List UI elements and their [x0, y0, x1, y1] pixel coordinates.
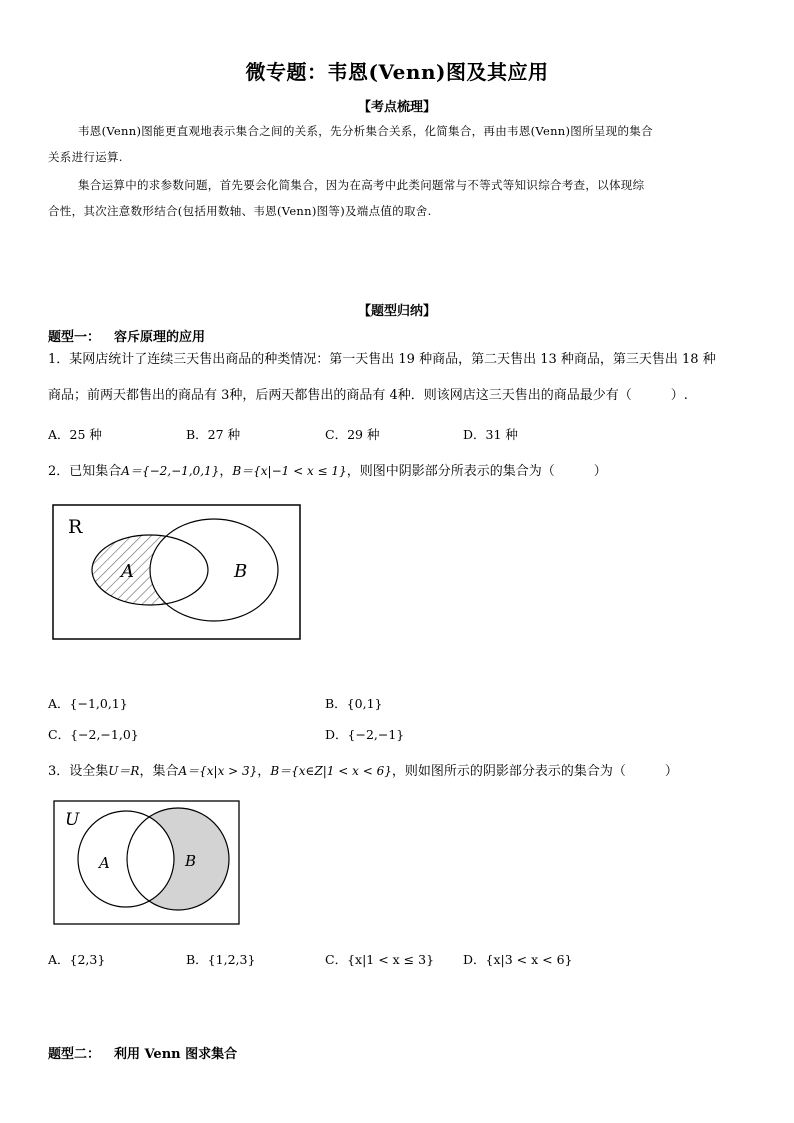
type-1-text: 容斥原理的应用: [114, 330, 206, 345]
q3-set-b: B＝{x∈Z|1 < x < 6}: [270, 764, 392, 778]
q2-option-c: C．{−2,−1,0}: [48, 727, 139, 742]
set-b-label: B: [185, 852, 197, 870]
q3-suffix: ，则如图所示的阴影部分表示的集合为（ ）: [391, 764, 678, 779]
type-1-label: 题型一：: [48, 330, 101, 345]
q2-option-d: D．{−2,−1}: [325, 727, 405, 742]
question-1: [48, 347, 768, 409]
shaded-region: [48, 500, 308, 645]
question-2: [48, 458, 768, 485]
q3-option-b: B．{1,2,3}: [186, 952, 256, 967]
q1-option-d: D．31 种: [463, 427, 518, 442]
q2-option-a: A．{−1,0,1}: [48, 696, 128, 711]
set-a-label: A: [99, 854, 110, 872]
page-title: 微专题：韦恩(Venn)图及其应用: [245, 60, 549, 84]
set-a-label: A: [121, 561, 134, 582]
venn-diagram-q3: [50, 797, 245, 929]
q3-option-c: C．{x|1 < x ≤ 3}: [325, 952, 435, 967]
type-2-heading: [48, 1043, 251, 1062]
q3-sep: ，: [257, 764, 271, 779]
set-b-label: B: [234, 561, 248, 582]
q2-set-b: B＝{x|−1 < x ≤ 1}: [232, 464, 347, 478]
q2-sep: ，: [219, 464, 233, 479]
paragraph-2-line-2: 合性，其次注意数形结合(包括用数轴、韦恩(Venn)图等)及端点值的取舍.: [48, 204, 432, 218]
q3-universe: U＝R: [108, 764, 140, 778]
paragraph-2-line-1: 集合运算中的求参数问题，首先要会化简集合，因为在高考中此类问题常与不等式等知识综合考查，以体现综: [78, 178, 645, 192]
question-1-line-1: 1．某网店统计了连续三天售出商品的种类情况：第一天售出 19 种商品，第二天售出 13 种商品，第三天售出 18 种: [48, 352, 716, 367]
type-1-heading: [48, 326, 219, 345]
q3-option-d: D．{x|3 < x < 6}: [463, 952, 573, 967]
q2-set-a: A＝{−2,−1,0,1}: [121, 464, 220, 478]
paragraph-1: [48, 118, 748, 170]
q2-prefix: 2．已知集合: [48, 464, 122, 479]
universe-label: R: [68, 516, 83, 538]
q1-option-a: A．25 种: [48, 427, 102, 442]
question-1-line-2: 商品；前两天都售出的商品有 3种，后两天都售出的商品有 4种．则该网店这三天售出的商品最少有（ ）.: [48, 388, 688, 403]
paragraph-1-line-1: 韦恩(Venn)图能更直观地表示集合之间的关系，先分析集合关系，化简集合，再由韦恩(Venn)图所呈现的集合: [78, 124, 653, 138]
q1-option-b: B．27 种: [186, 427, 241, 442]
universe-label: U: [65, 810, 80, 830]
question-3: [48, 758, 768, 785]
q3-option-a: A．{2,3}: [48, 952, 106, 967]
q3-set-a: A＝{x|x > 3}: [178, 764, 258, 778]
type-2-text: 利用 Venn 图求集合: [114, 1047, 238, 1062]
paragraph-1-line-2: 关系进行运算.: [48, 150, 123, 164]
q1-option-c: C．29 种: [325, 427, 380, 442]
section-heading-question-types: 【题型归纳】: [357, 304, 436, 319]
q3-prefix: 3．设全集: [48, 764, 109, 779]
type-2-label: 题型二：: [48, 1047, 101, 1062]
paragraph-2: [48, 172, 748, 224]
q2-option-b: B．{0,1}: [325, 696, 383, 711]
q3-mid: ，集合: [139, 764, 179, 779]
q2-suffix: ，则图中阴影部分所表示的集合为（ ）: [346, 464, 607, 479]
venn-diagram-q2: [48, 500, 308, 645]
section-heading-key-points: 【考点梳理】: [357, 100, 436, 115]
